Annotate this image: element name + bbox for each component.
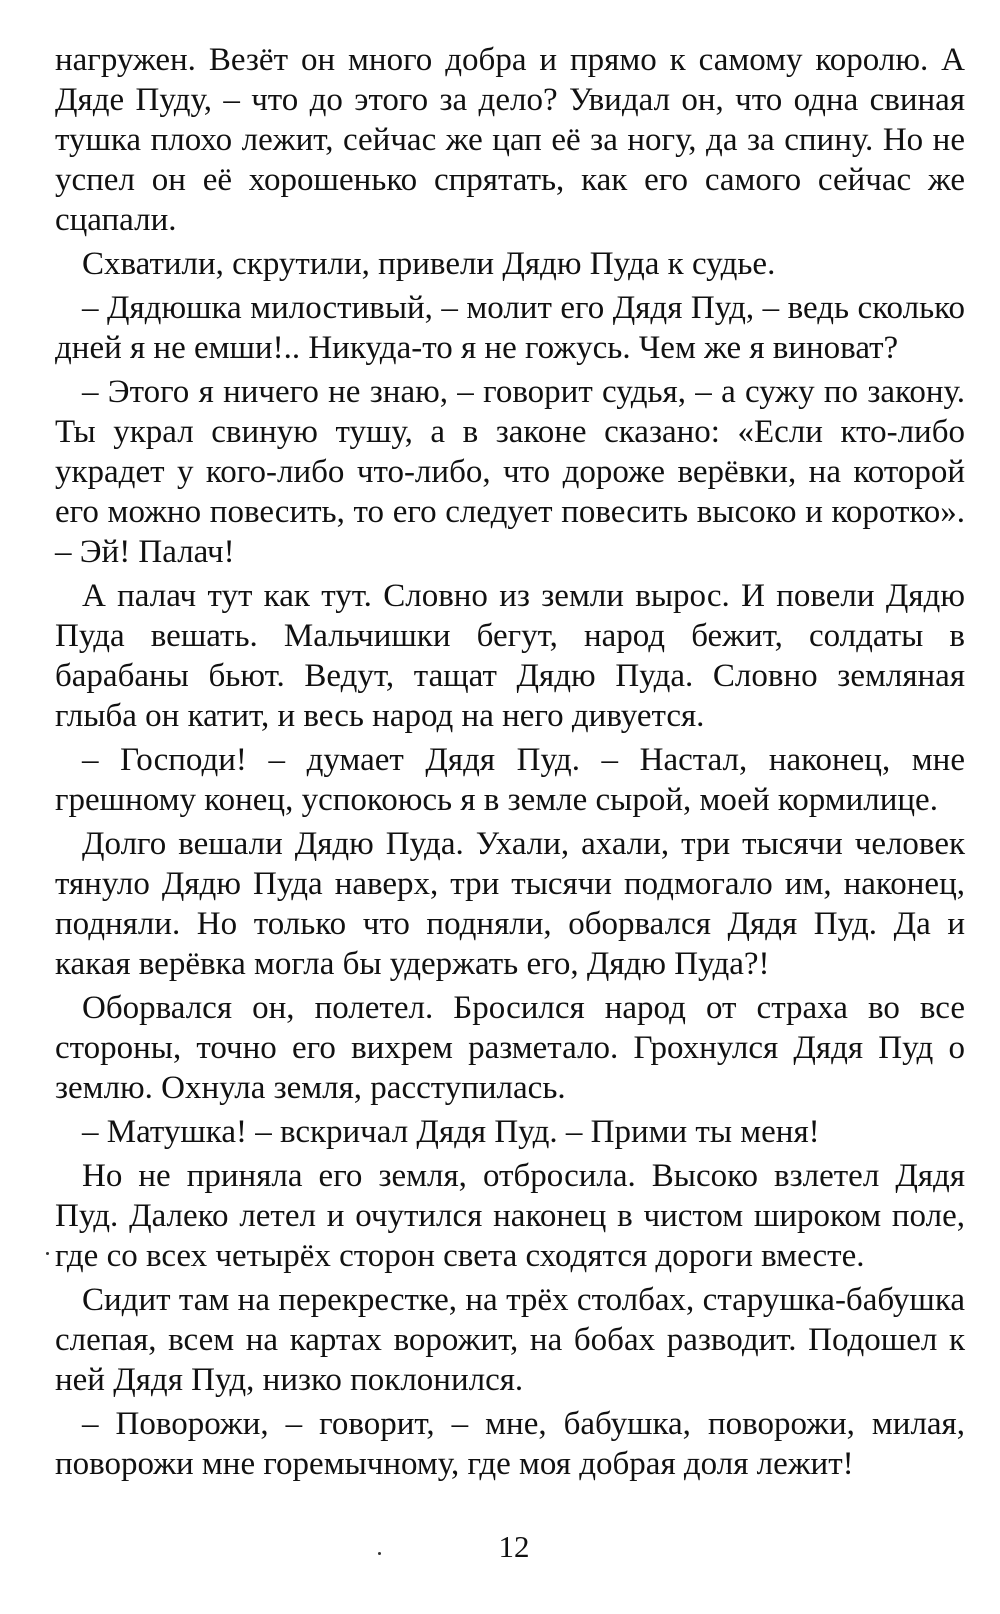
paragraph: – Этого я ничего не знаю, – говорит судья, – а сужу по закону. Ты украл свиную тушу, а в законе сказано: «Если кто-либо украдет у кого-либо что-либо, что дороже верёвки, на которой его можно повесить, то его следует повесить высоко и коротко». – Эй! Палач! [55,374,965,570]
paragraph: – Поворожи, – говорит, – мне, бабушка, поворожи, милая, поворожи мне горемычному, где моя добрая доля лежит! [55,1406,965,1482]
paragraph: Но не приняла его земля, отбросила. Высоко взлетел Дядя Пуд. Далеко летел и очутился наконец в чистом широком поле, где со всех четырёх сторон света сходятся дороги вместе. [55,1158,965,1274]
paragraph: нагружен. Везёт он много добра и прямо к самому королю. А Дяде Пуду, – что до этого за дело? Увидал он, что одна свиная тушка плохо лежит, сейчас же цап её за ногу, да за спину. Но не успел он её хорошенько спрятать, как его самого сейчас же сцапали. [55,42,965,238]
paragraph: Схватили, скрутили, привели Дядю Пуда к судье. [82,246,776,282]
page-body [55,40,965,1488]
paragraph: – Матушка! – вскричал Дядя Пуд. – Прими ты меня! [82,1114,820,1150]
scan-speck [378,1552,381,1555]
paragraph: Сидит там на перекрестке, на трёх столбах, старушка-бабушка слепая, всем на картах ворожит, на бобах разводит. Подошел к ней Дядя Пуд, низко поклонился. [55,1282,965,1398]
paragraph: – Господи! – думает Дядя Пуд. – Настал, наконец, мне грешному конец, успокоюсь я в земле сырой, моей кормилице. [55,742,965,818]
paragraph: А палач тут как тут. Словно из земли вырос. И повели Дядю Пуда вешать. Мальчишки бегут, народ бежит, солдаты в барабаны бьют. Ведут, тащат Дядю Пуда. Словно земляная глыба он катит, и весь народ на него дивуется. [55,578,965,734]
page-number: 12 [498,1529,530,1564]
paragraph: – Дядюшка милостивый, – молит его Дядя Пуд, – ведь сколько дней я не емши!.. Никуда-то я не гожусь. Чем же я виноват? [55,290,965,366]
paragraph: Долго вешали Дядю Пуда. Ухали, ахали, три тысячи человек тянуло Дядю Пуда наверх, три тысячи подмогало им, наконец, подняли. Но только что подняли, оборвался Дядя Пуд. Да и какая верёвка могла бы удержать его, Дядю Пуда?! [55,826,965,982]
paragraph: Оборвался он, полетел. Бросился народ от страха во все стороны, точно его вихрем разметало. Грохнулся Дядя Пуд о землю. Охнула земля, расступилась. [55,990,965,1106]
scan-speck [46,1252,49,1255]
